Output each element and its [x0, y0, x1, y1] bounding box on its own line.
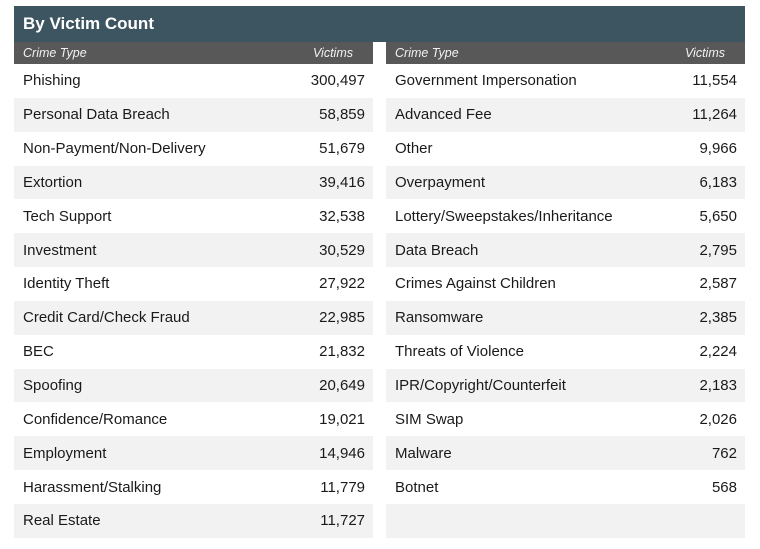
victims-cell: 32,538 [319, 207, 365, 225]
table-row [386, 335, 745, 369]
crime-type-cell: Malware [395, 444, 452, 462]
table-row [386, 132, 745, 166]
crime-type-cell: Non-Payment/Non-Delivery [23, 140, 206, 158]
crime-type-cell: Threats of Violence [395, 343, 524, 361]
crime-type-cell: Identity Theft [23, 275, 110, 293]
victims-cell: 2,026 [699, 410, 737, 428]
table-row [386, 436, 745, 470]
victims-cell: 762 [711, 444, 737, 462]
table-row [14, 402, 373, 436]
victims-cell: 30,529 [319, 241, 365, 259]
crime-type-cell: Confidence/Romance [23, 410, 168, 428]
table-row [14, 166, 373, 200]
victims-cell: 14,946 [319, 444, 365, 462]
table-row [14, 369, 373, 403]
right-column [386, 42, 745, 538]
victims-cell: 20,649 [319, 377, 365, 395]
table-row [14, 436, 373, 470]
victims-cell: 6,183 [699, 173, 737, 191]
victims-header: Victims [684, 46, 725, 60]
victims-cell: 2,224 [699, 343, 737, 361]
right-column-header [386, 42, 745, 64]
crime-type-cell: Tech Support [23, 207, 112, 225]
table-row [14, 233, 373, 267]
victims-cell: 300,497 [310, 72, 365, 90]
table-row [14, 64, 373, 98]
victims-cell: 5,650 [699, 207, 737, 225]
crime-type-cell: Crimes Against Children [395, 275, 556, 293]
victims-cell: 11,264 [692, 106, 737, 124]
crime-type-cell: Phishing [23, 72, 81, 90]
crime-type-cell: IPR/Copyright/Counterfeit [395, 377, 566, 395]
table-row [386, 470, 745, 504]
crime-type-cell: Extortion [23, 173, 83, 191]
victims-cell: 2,183 [699, 377, 737, 395]
crime-type-cell: Real Estate [23, 512, 101, 530]
crime-type-cell: Credit Card/Check Fraud [23, 309, 190, 327]
victims-cell: 2,795 [699, 241, 737, 259]
crime-type-cell: Data Breach [395, 241, 479, 259]
table-row [386, 369, 745, 403]
crime-type-cell: Spoofing [23, 377, 83, 395]
table-row [386, 166, 745, 200]
crime-type-cell: Investment [23, 241, 97, 259]
victims-cell: 568 [711, 478, 737, 496]
crime-type-cell: Employment [23, 444, 107, 462]
table-row [386, 98, 745, 132]
table-row [386, 267, 745, 301]
crime-type-cell: Other [395, 140, 433, 158]
left-column-header [14, 42, 373, 64]
crime-type-header: Crime Type [395, 46, 459, 60]
crime-type-cell: Lottery/Sweepstakes/Inheritance [395, 207, 613, 225]
crime-type-cell: Ransomware [395, 309, 484, 327]
left-column [14, 42, 373, 538]
victims-cell: 11,779 [320, 478, 365, 496]
table-row [386, 301, 745, 335]
table-row [386, 199, 745, 233]
crime-type-cell: Botnet [395, 478, 439, 496]
crime-type-header: Crime Type [23, 46, 87, 60]
victims-cell: 58,859 [319, 106, 365, 124]
crime-type-cell: BEC [23, 343, 54, 361]
table-columns [14, 42, 745, 538]
victims-cell: 9,966 [699, 140, 737, 158]
victim-count-table [14, 6, 745, 538]
victims-header: Victims [312, 46, 353, 60]
table-title: By Victim Count [14, 6, 745, 42]
victims-cell: 11,554 [692, 72, 737, 90]
table-row [14, 470, 373, 504]
table-row [14, 335, 373, 369]
victims-cell: 21,832 [319, 343, 365, 361]
table-row [14, 504, 373, 538]
victims-cell: 19,021 [319, 410, 365, 428]
table-row [386, 504, 745, 538]
table-row [386, 64, 745, 98]
table-row [14, 267, 373, 301]
crime-type-cell: Harassment/Stalking [23, 478, 162, 496]
victims-cell: 2,385 [699, 309, 737, 327]
table-row [14, 199, 373, 233]
crime-type-cell: Personal Data Breach [23, 106, 170, 124]
victims-cell: 11,727 [320, 512, 365, 530]
table-row [14, 132, 373, 166]
crime-type-cell: Overpayment [395, 173, 486, 191]
crime-type-cell: Advanced Fee [395, 106, 492, 124]
victims-cell: 27,922 [319, 275, 365, 293]
table-row [14, 98, 373, 132]
crime-type-cell: Government Impersonation [395, 72, 577, 90]
victims-cell: 22,985 [319, 309, 365, 327]
crime-type-cell: SIM Swap [395, 410, 464, 428]
victims-cell: 2,587 [699, 275, 737, 293]
victims-cell: 51,679 [319, 140, 365, 158]
table-row [14, 301, 373, 335]
victims-cell: 39,416 [319, 173, 365, 191]
table-row [386, 233, 745, 267]
table-row [386, 402, 745, 436]
